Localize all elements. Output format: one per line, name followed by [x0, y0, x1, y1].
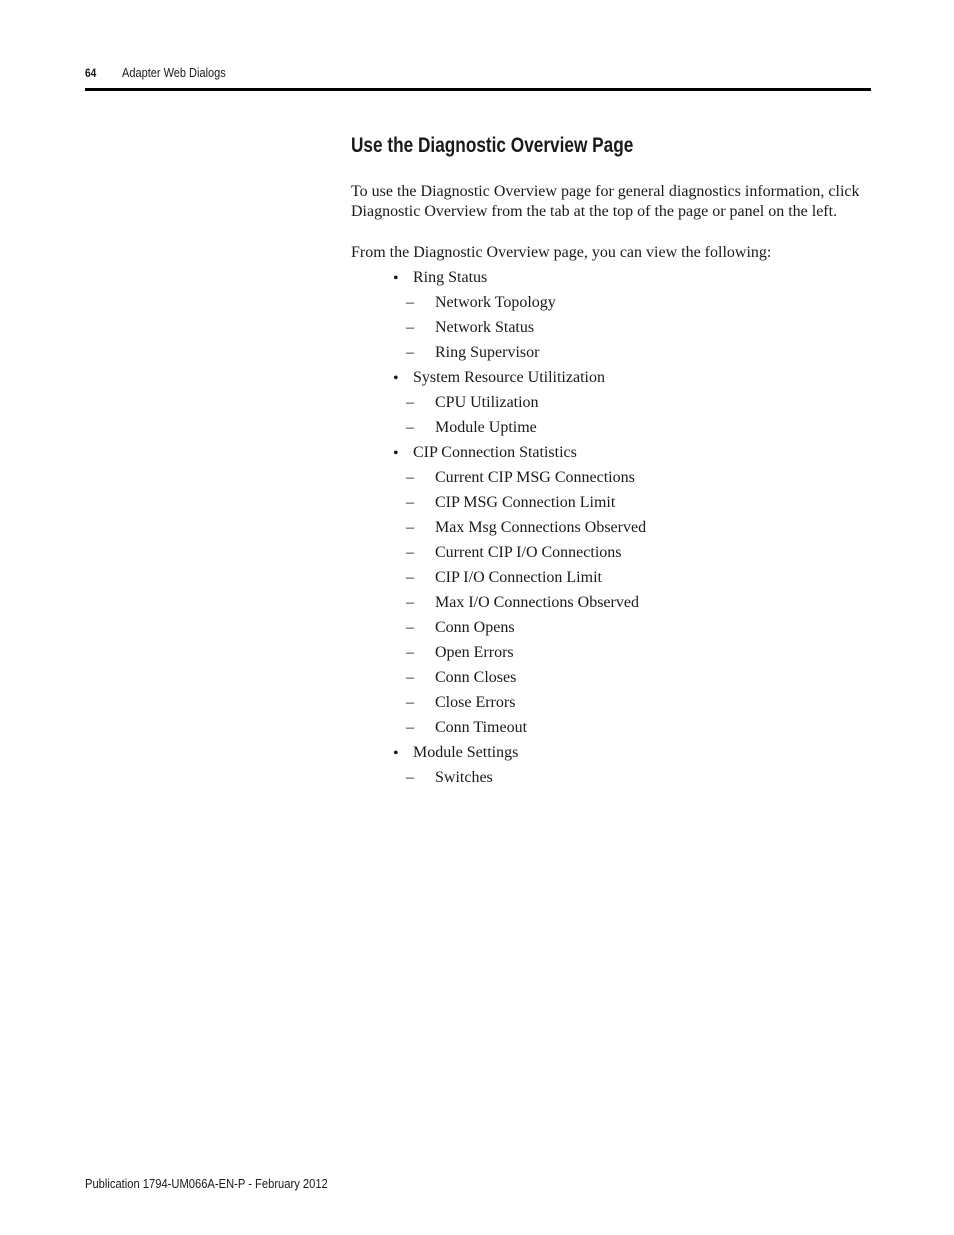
- sub-list-item-label: CPU Utilization: [435, 394, 539, 411]
- sub-list-item: [351, 393, 871, 418]
- dash-marker: –: [406, 469, 414, 486]
- dash-marker: –: [406, 294, 414, 311]
- sub-list-item: [351, 418, 871, 443]
- sub-list-item-label: Close Errors: [435, 694, 516, 711]
- sub-list-item-label: Network Status: [435, 319, 535, 336]
- dash-marker: –: [406, 394, 414, 411]
- sub-list-item: [351, 768, 871, 793]
- sub-list-item-label: Current CIP MSG Connections: [435, 469, 635, 486]
- sub-list-item: [351, 718, 871, 743]
- sub-list-item: [351, 493, 871, 518]
- dash-marker: –: [406, 594, 414, 611]
- sub-list-item: [351, 668, 871, 693]
- sub-list-item: [351, 618, 871, 643]
- sub-list-item-label: Current CIP I/O Connections: [435, 544, 622, 561]
- dash-marker: –: [406, 769, 414, 786]
- dash-marker: –: [406, 419, 414, 436]
- sub-list-item: [351, 468, 871, 493]
- list-item-label: System Resource Utilitization: [413, 369, 605, 386]
- list-item: [351, 743, 871, 768]
- sub-list-item-label: Conn Opens: [435, 619, 515, 636]
- sub-list-item-label: Switches: [435, 769, 493, 786]
- dash-marker: –: [406, 619, 414, 636]
- sub-list-item: [351, 543, 871, 568]
- dash-marker: –: [406, 519, 414, 536]
- footer-publication: Publication 1794-UM066A-EN-P - February 2012: [85, 1176, 328, 1191]
- sub-list-item-label: Conn Closes: [435, 669, 517, 686]
- sub-list-item-label: Module Uptime: [435, 419, 537, 436]
- header-rule: [85, 88, 871, 91]
- sub-list-item-label: Max Msg Connections Observed: [435, 519, 647, 536]
- intro-paragraph: To use the Diagnostic Overview page for general diagnostics information, click Diagnostic Overview from the tab at the top of the page or panel on the left.: [351, 183, 860, 220]
- list-item: [351, 268, 871, 293]
- dash-marker: –: [406, 344, 414, 361]
- sub-list-item: [351, 343, 871, 368]
- sub-list-item: [351, 643, 871, 668]
- sub-list-item-label: Ring Supervisor: [435, 344, 540, 361]
- sub-list-item: [351, 518, 871, 543]
- dash-marker: –: [406, 544, 414, 561]
- bullet-icon: •: [393, 445, 399, 462]
- sub-list-item-label: CIP MSG Connection Limit: [435, 494, 616, 511]
- dash-marker: –: [406, 644, 414, 661]
- sub-list-item: [351, 593, 871, 618]
- dash-marker: –: [406, 694, 414, 711]
- sub-list-item-label: CIP I/O Connection Limit: [435, 569, 602, 586]
- bullet-icon: •: [393, 745, 399, 762]
- sub-list-item-label: Open Errors: [435, 644, 514, 661]
- topic-list: [351, 268, 871, 793]
- list-item: [351, 443, 871, 468]
- dash-marker: –: [406, 569, 414, 586]
- list-item-label: Module Settings: [413, 744, 519, 761]
- dash-marker: –: [406, 719, 414, 736]
- dash-marker: –: [406, 494, 414, 511]
- sub-list-item: [351, 693, 871, 718]
- sub-list-item-label: Network Topology: [435, 294, 556, 311]
- sub-list-item: [351, 318, 871, 343]
- list-item: [351, 368, 871, 393]
- sub-list-item: [351, 293, 871, 318]
- page-number: 64: [85, 66, 97, 80]
- sub-list-item: [351, 568, 871, 593]
- lead-in-paragraph: From the Diagnostic Overview page, you can view the following:: [351, 244, 772, 261]
- list-item-label: CIP Connection Statistics: [413, 444, 577, 461]
- section-title: Use the Diagnostic Overview Page: [351, 134, 634, 157]
- bullet-icon: •: [393, 270, 399, 287]
- sub-list-item-label: Conn Timeout: [435, 719, 528, 736]
- dash-marker: –: [406, 319, 414, 336]
- running-head: Adapter Web Dialogs: [122, 66, 226, 80]
- sub-list-item-label: Max I/O Connections Observed: [435, 594, 639, 611]
- dash-marker: –: [406, 669, 414, 686]
- bullet-icon: •: [393, 370, 399, 387]
- list-item-label: Ring Status: [413, 269, 488, 286]
